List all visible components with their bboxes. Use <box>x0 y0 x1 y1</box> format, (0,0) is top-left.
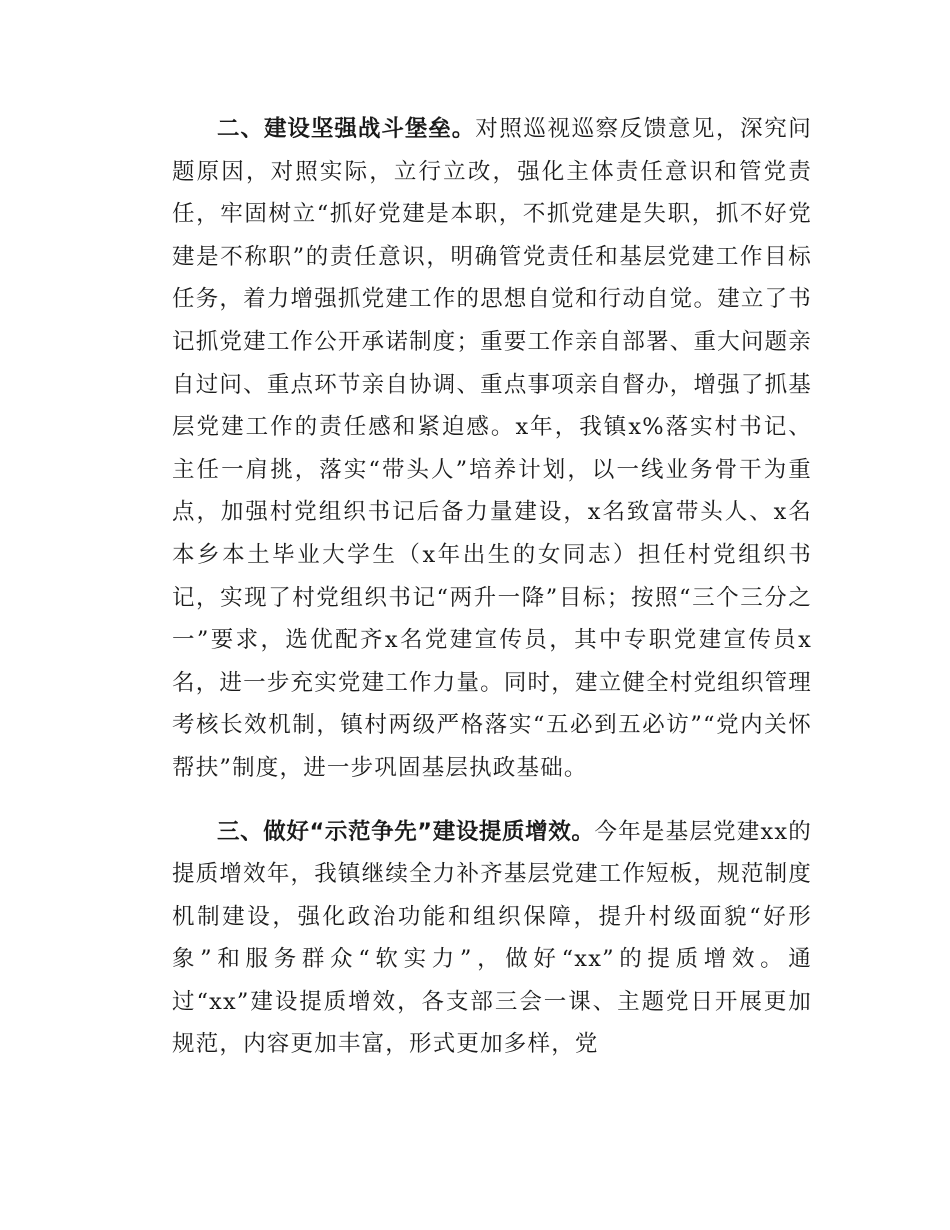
document-body <box>172 108 812 1066</box>
section-body-3: 今年是基层党建xx的提质增效年，我镇继续全力补齐基层党建工作短板，规范制度机制建设，强化政治功能和组织保障，提升村级面貌“好形象”和服务群众“软实力”，做好“xx”的提质增效。通过“xx”建设提质增效，各支部三会一课、主题党日开展更加规范，内容更加丰富，形式更加多样，党 <box>172 818 812 1058</box>
section-heading-2: 二、建设坚强战斗堡垒。 <box>217 116 476 142</box>
section-heading-3: 三、做好“示范争先”建设提质增效。 <box>217 818 595 845</box>
section-body-2: 对照巡视巡察反馈意见，深究问题原因，对照实际，立行立改，强化主体责任意识和管党责任，牢固树立“抓好党建是本职，不抓党建是失职，抓不好党建是不称职”的责任意识，明确管党责任和基层党建工作目标任务，着力增强抓党建工作的思想自觉和行动自觉。建立了书记抓党建工作公开承诺制度；重要工作亲自部署、重大问题亲自过问、重点环节亲自协调、重点事项亲自督办，增强了抓基层党建工作的责任感和紧迫感。x年，我镇x%落实村书记、主任一肩挑，落实“带头人”培养计划，以一线业务骨干为重点，加强村党组织书记后备力量建设，x名致富带头人、x名本乡本土毕业大学生（x年出生的女同志）担任村党组织书记，实现了村党组织书记“两升一降”目标；按照“三个三分之一”要求，选优配齐x名党建宣传员，其中专职党建宣传员x名，进一步充实党建工作力量。同时，建立健全村党组织管理考核长效机制，镇村两级严格落实“五必到五必访”“党内关怀帮扶”制度，进一步巩固基层执政基础。 <box>172 116 812 781</box>
paragraph-section-3 <box>172 811 812 1067</box>
paragraph-section-2 <box>172 108 812 790</box>
